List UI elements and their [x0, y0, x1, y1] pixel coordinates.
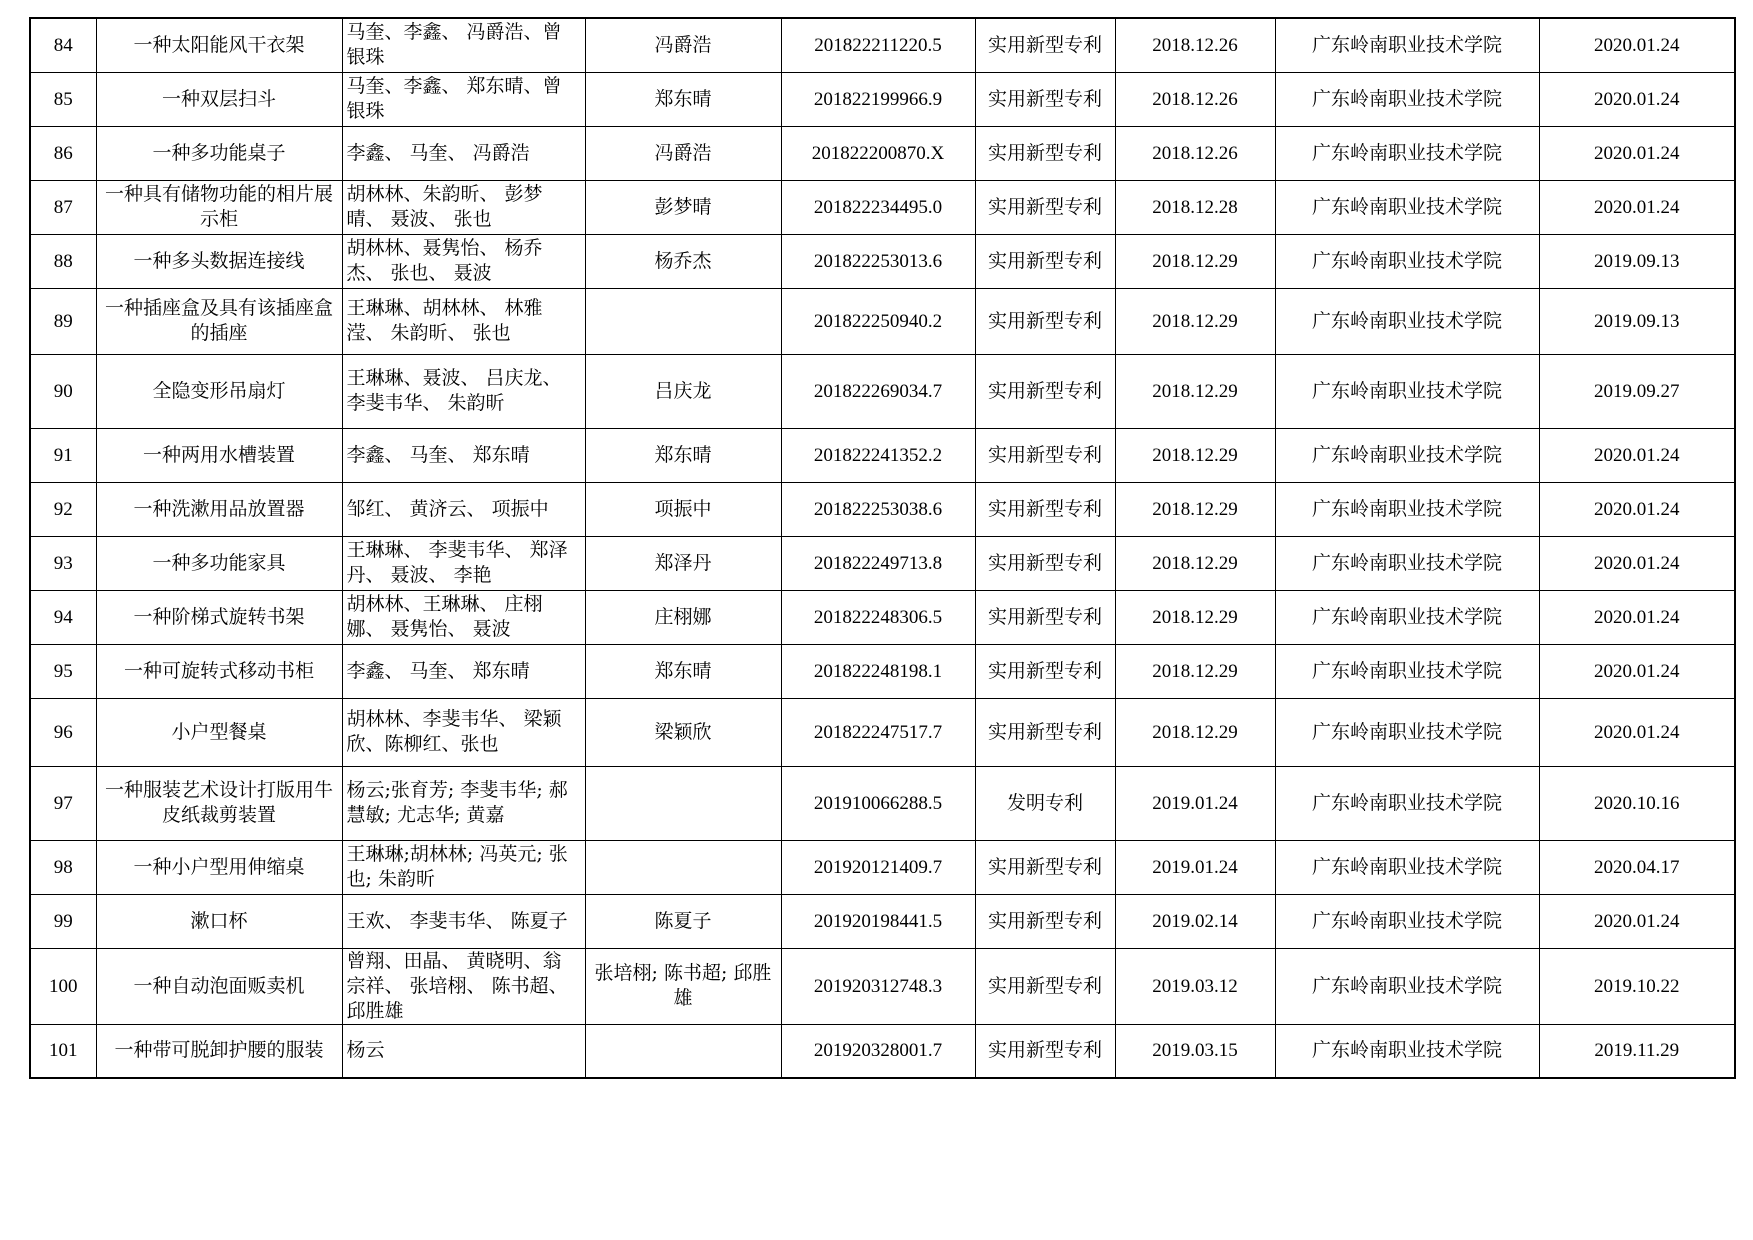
cell-grant-date: 2019.09.13 [1539, 234, 1735, 288]
cell-patent-number: 201920328001.7 [781, 1024, 975, 1078]
cell-patent-name: 一种多头数据连接线 [96, 234, 342, 288]
cell-patent-number: 201822199966.9 [781, 72, 975, 126]
cell-application-date: 2018.12.29 [1115, 354, 1275, 428]
cell-inventors: 杨云 [342, 1024, 585, 1078]
cell-application-date: 2018.12.29 [1115, 428, 1275, 482]
cell-serial-number: 98 [30, 840, 96, 894]
cell-patent-type: 实用新型专利 [975, 288, 1115, 354]
cell-patent-type: 实用新型专利 [975, 644, 1115, 698]
cell-application-date: 2018.12.29 [1115, 482, 1275, 536]
cell-inventors: 王琳琳;胡林林; 冯英元; 张也; 朱韵昕 [342, 840, 585, 894]
cell-patent-type: 实用新型专利 [975, 354, 1115, 428]
cell-inventors: 胡林林、朱韵昕、 彭梦晴、 聂波、 张也 [342, 180, 585, 234]
table-row [30, 698, 1735, 766]
cell-patent-name: 一种双层扫斗 [96, 72, 342, 126]
cell-serial-number: 101 [30, 1024, 96, 1078]
cell-inventors: 胡林林、王琳琳、 庄栩娜、 聂隽怡、 聂波 [342, 590, 585, 644]
cell-serial-number: 94 [30, 590, 96, 644]
table-row [30, 948, 1735, 1024]
cell-patent-type: 实用新型专利 [975, 234, 1115, 288]
cell-patentee: 广东岭南职业技术学院 [1275, 948, 1539, 1024]
cell-patent-type: 实用新型专利 [975, 126, 1115, 180]
cell-student-inventor: 郑东晴 [585, 644, 781, 698]
cell-student-inventor [585, 840, 781, 894]
cell-application-date: 2019.03.12 [1115, 948, 1275, 1024]
cell-serial-number: 95 [30, 644, 96, 698]
cell-patent-type: 实用新型专利 [975, 536, 1115, 590]
cell-patent-number: 201822248198.1 [781, 644, 975, 698]
table-row [30, 1024, 1735, 1078]
cell-serial-number: 92 [30, 482, 96, 536]
cell-inventors: 王琳琳、 李斐韦华、 郑泽丹、 聂波、 李艳 [342, 536, 585, 590]
cell-application-date: 2019.01.24 [1115, 766, 1275, 840]
cell-patent-name: 全隐变形吊扇灯 [96, 354, 342, 428]
table-row [30, 234, 1735, 288]
cell-grant-date: 2020.01.24 [1539, 482, 1735, 536]
cell-patent-number: 201822211220.5 [781, 18, 975, 72]
cell-grant-date: 2020.01.24 [1539, 126, 1735, 180]
table-body [30, 18, 1735, 1078]
cell-patentee: 广东岭南职业技术学院 [1275, 482, 1539, 536]
cell-grant-date: 2020.04.17 [1539, 840, 1735, 894]
cell-serial-number: 88 [30, 234, 96, 288]
cell-grant-date: 2020.01.24 [1539, 180, 1735, 234]
cell-application-date: 2018.12.29 [1115, 234, 1275, 288]
cell-application-date: 2019.01.24 [1115, 840, 1275, 894]
cell-inventors: 李鑫、 马奎、 郑东晴 [342, 644, 585, 698]
cell-grant-date: 2019.10.22 [1539, 948, 1735, 1024]
cell-serial-number: 93 [30, 536, 96, 590]
cell-serial-number: 100 [30, 948, 96, 1024]
table-row [30, 72, 1735, 126]
cell-serial-number: 99 [30, 894, 96, 948]
cell-patentee: 广东岭南职业技术学院 [1275, 766, 1539, 840]
cell-inventors: 杨云;张育芳; 李斐韦华; 郝慧敏; 尤志华; 黄嘉 [342, 766, 585, 840]
cell-serial-number: 96 [30, 698, 96, 766]
cell-inventors: 王欢、 李斐韦华、 陈夏子 [342, 894, 585, 948]
cell-inventors: 李鑫、 马奎、 郑东晴 [342, 428, 585, 482]
cell-patent-name: 一种插座盒及具有该插座盒的插座 [96, 288, 342, 354]
cell-student-inventor: 郑东晴 [585, 72, 781, 126]
cell-patentee: 广东岭南职业技术学院 [1275, 354, 1539, 428]
cell-serial-number: 97 [30, 766, 96, 840]
cell-patent-number: 201920312748.3 [781, 948, 975, 1024]
cell-student-inventor: 冯爵浩 [585, 126, 781, 180]
cell-inventors: 王琳琳、胡林林、 林雅滢、 朱韵昕、 张也 [342, 288, 585, 354]
cell-patent-type: 发明专利 [975, 766, 1115, 840]
cell-patentee: 广东岭南职业技术学院 [1275, 288, 1539, 354]
cell-patentee: 广东岭南职业技术学院 [1275, 536, 1539, 590]
cell-student-inventor: 陈夏子 [585, 894, 781, 948]
cell-patent-type: 实用新型专利 [975, 948, 1115, 1024]
cell-inventors: 李鑫、 马奎、 冯爵浩 [342, 126, 585, 180]
cell-grant-date: 2020.01.24 [1539, 894, 1735, 948]
cell-inventors: 胡林林、李斐韦华、 梁颖欣、陈柳红、张也 [342, 698, 585, 766]
cell-student-inventor [585, 766, 781, 840]
cell-patentee: 广东岭南职业技术学院 [1275, 1024, 1539, 1078]
cell-patent-number: 201822200870.X [781, 126, 975, 180]
cell-patent-type: 实用新型专利 [975, 894, 1115, 948]
cell-application-date: 2019.03.15 [1115, 1024, 1275, 1078]
cell-student-inventor [585, 1024, 781, 1078]
cell-patent-name: 一种多功能家具 [96, 536, 342, 590]
table-row [30, 180, 1735, 234]
cell-patent-type: 实用新型专利 [975, 428, 1115, 482]
cell-inventors: 马奎、李鑫、 郑东晴、曾银珠 [342, 72, 585, 126]
table-row [30, 18, 1735, 72]
cell-patent-name: 一种洗漱用品放置器 [96, 482, 342, 536]
cell-patentee: 广东岭南职业技术学院 [1275, 644, 1539, 698]
cell-inventors: 王琳琳、聂波、 吕庆龙、 李斐韦华、 朱韵昕 [342, 354, 585, 428]
cell-patentee: 广东岭南职业技术学院 [1275, 894, 1539, 948]
cell-patent-name: 一种带可脱卸护腰的服装 [96, 1024, 342, 1078]
table-row [30, 482, 1735, 536]
cell-patent-number: 201822247517.7 [781, 698, 975, 766]
cell-student-inventor: 冯爵浩 [585, 18, 781, 72]
table-row [30, 590, 1735, 644]
cell-patent-name: 一种太阳能风干衣架 [96, 18, 342, 72]
cell-patentee: 广东岭南职业技术学院 [1275, 698, 1539, 766]
cell-patent-number: 201822241352.2 [781, 428, 975, 482]
cell-grant-date: 2019.11.29 [1539, 1024, 1735, 1078]
cell-patent-type: 实用新型专利 [975, 698, 1115, 766]
cell-application-date: 2018.12.26 [1115, 126, 1275, 180]
cell-patent-name: 一种具有储物功能的相片展示柜 [96, 180, 342, 234]
cell-inventors: 曾翔、田晶、 黄晓明、翁宗祥、 张培栩、 陈书超、 邱胜雄 [342, 948, 585, 1024]
cell-patent-name: 一种多功能桌子 [96, 126, 342, 180]
cell-patent-name: 小户型餐桌 [96, 698, 342, 766]
cell-application-date: 2018.12.29 [1115, 644, 1275, 698]
cell-grant-date: 2019.09.27 [1539, 354, 1735, 428]
cell-student-inventor: 彭梦晴 [585, 180, 781, 234]
cell-patentee: 广东岭南职业技术学院 [1275, 428, 1539, 482]
cell-student-inventor: 杨乔杰 [585, 234, 781, 288]
cell-grant-date: 2020.01.24 [1539, 644, 1735, 698]
cell-grant-date: 2020.10.16 [1539, 766, 1735, 840]
cell-inventors: 胡林林、聂隽怡、 杨乔杰、 张也、 聂波 [342, 234, 585, 288]
cell-grant-date: 2020.01.24 [1539, 698, 1735, 766]
cell-student-inventor: 郑东晴 [585, 428, 781, 482]
cell-patent-number: 201822248306.5 [781, 590, 975, 644]
cell-patent-type: 实用新型专利 [975, 590, 1115, 644]
cell-patentee: 广东岭南职业技术学院 [1275, 234, 1539, 288]
cell-patent-type: 实用新型专利 [975, 180, 1115, 234]
table-row [30, 428, 1735, 482]
cell-serial-number: 87 [30, 180, 96, 234]
cell-serial-number: 86 [30, 126, 96, 180]
cell-student-inventor: 吕庆龙 [585, 354, 781, 428]
cell-patent-type: 实用新型专利 [975, 840, 1115, 894]
cell-grant-date: 2020.01.24 [1539, 536, 1735, 590]
cell-grant-date: 2020.01.24 [1539, 590, 1735, 644]
cell-patent-number: 201920121409.7 [781, 840, 975, 894]
cell-application-date: 2018.12.29 [1115, 536, 1275, 590]
cell-student-inventor: 梁颖欣 [585, 698, 781, 766]
table-row [30, 766, 1735, 840]
cell-patent-name: 一种小户型用伸缩桌 [96, 840, 342, 894]
cell-patent-type: 实用新型专利 [975, 482, 1115, 536]
cell-serial-number: 91 [30, 428, 96, 482]
cell-patent-number: 201822253038.6 [781, 482, 975, 536]
cell-patent-number: 201822250940.2 [781, 288, 975, 354]
cell-application-date: 2018.12.29 [1115, 288, 1275, 354]
cell-patentee: 广东岭南职业技术学院 [1275, 840, 1539, 894]
cell-patent-name: 漱口杯 [96, 894, 342, 948]
table-row [30, 894, 1735, 948]
cell-serial-number: 84 [30, 18, 96, 72]
cell-patent-name: 一种自动泡面贩卖机 [96, 948, 342, 1024]
cell-patentee: 广东岭南职业技术学院 [1275, 72, 1539, 126]
cell-patent-name: 一种两用水槽装置 [96, 428, 342, 482]
cell-patentee: 广东岭南职业技术学院 [1275, 590, 1539, 644]
cell-application-date: 2018.12.26 [1115, 18, 1275, 72]
cell-student-inventor: 庄栩娜 [585, 590, 781, 644]
cell-student-inventor [585, 288, 781, 354]
cell-application-date: 2018.12.29 [1115, 698, 1275, 766]
cell-patent-number: 201822249713.8 [781, 536, 975, 590]
cell-student-inventor: 项振中 [585, 482, 781, 536]
cell-student-inventor: 张培栩; 陈书超; 邱胜雄 [585, 948, 781, 1024]
table-row [30, 354, 1735, 428]
cell-serial-number: 90 [30, 354, 96, 428]
cell-serial-number: 89 [30, 288, 96, 354]
cell-grant-date: 2020.01.24 [1539, 428, 1735, 482]
table-row [30, 126, 1735, 180]
cell-application-date: 2018.12.28 [1115, 180, 1275, 234]
patent-table [29, 17, 1736, 1079]
cell-patent-type: 实用新型专利 [975, 1024, 1115, 1078]
cell-grant-date: 2020.01.24 [1539, 18, 1735, 72]
cell-patent-number: 201822234495.0 [781, 180, 975, 234]
cell-patent-type: 实用新型专利 [975, 72, 1115, 126]
table-row [30, 288, 1735, 354]
cell-application-date: 2019.02.14 [1115, 894, 1275, 948]
cell-patent-type: 实用新型专利 [975, 18, 1115, 72]
cell-patent-name: 一种服装艺术设计打版用牛皮纸裁剪装置 [96, 766, 342, 840]
cell-patent-name: 一种阶梯式旋转书架 [96, 590, 342, 644]
cell-application-date: 2018.12.29 [1115, 590, 1275, 644]
table-row [30, 644, 1735, 698]
cell-patent-number: 201822253013.6 [781, 234, 975, 288]
cell-patentee: 广东岭南职业技术学院 [1275, 18, 1539, 72]
cell-serial-number: 85 [30, 72, 96, 126]
cell-grant-date: 2020.01.24 [1539, 72, 1735, 126]
cell-patentee: 广东岭南职业技术学院 [1275, 180, 1539, 234]
cell-patent-number: 201920198441.5 [781, 894, 975, 948]
table-row [30, 536, 1735, 590]
cell-patent-number: 201822269034.7 [781, 354, 975, 428]
cell-patent-name: 一种可旋转式移动书柜 [96, 644, 342, 698]
cell-patent-number: 201910066288.5 [781, 766, 975, 840]
cell-grant-date: 2019.09.13 [1539, 288, 1735, 354]
cell-student-inventor: 郑泽丹 [585, 536, 781, 590]
cell-patentee: 广东岭南职业技术学院 [1275, 126, 1539, 180]
table-row [30, 840, 1735, 894]
cell-inventors: 邹红、 黄济云、 项振中 [342, 482, 585, 536]
cell-inventors: 马奎、李鑫、 冯爵浩、曾银珠 [342, 18, 585, 72]
cell-application-date: 2018.12.26 [1115, 72, 1275, 126]
